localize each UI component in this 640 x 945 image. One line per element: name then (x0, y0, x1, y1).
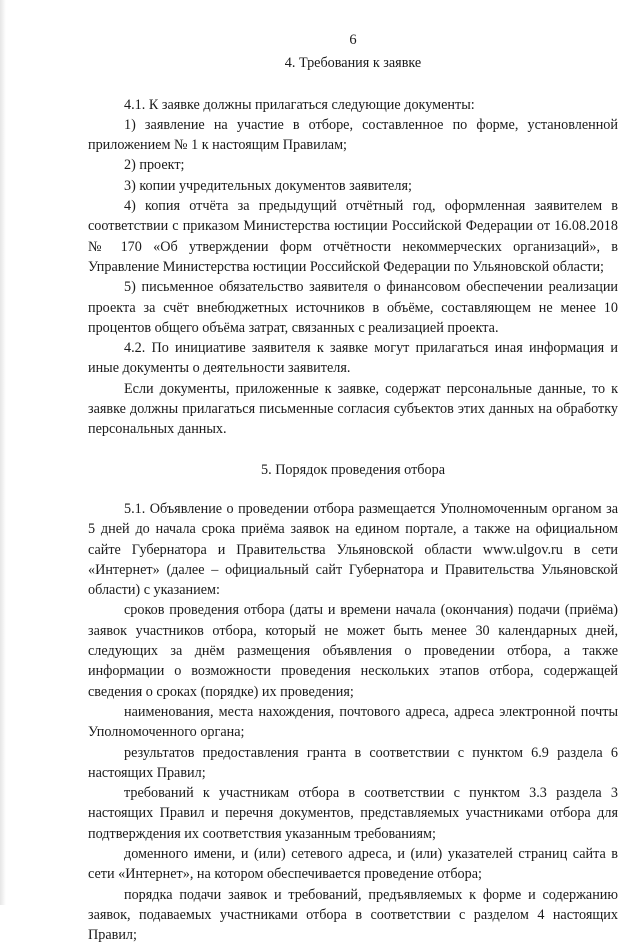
section-5-list-item: порядка подачи заявок и требований, предъявляемых к форме и содержанию заявок, подаваемых участниками отбора в соответствии с разделом 4 настоящих Правил; (88, 886, 618, 944)
section-4-paragraph: Если документы, приложенные к заявке, содержат персональные данные, то к заявке должны прилагаться письменные согласия субъектов этих данных на обработку персональных данных. (88, 380, 618, 438)
section-4-list-item: 5) письменное обязательство заявителя о финансовом обеспечении реализации проекта за счёт внебюджетных источников в объёме, составляющем не менее 10 процентов общего объёма затрат, связанных с реализацией проекта. (88, 279, 618, 336)
section-4-list-item: 4) копия отчёта за предыдущий отчётный год, оформленная заявителем в соответствии с приказом Министерства юстиции Российской Федерации от 16.08.2018 № 170 «Об утверждении форм отчётности некоммерческих организаций», в Управление Министерства юстиции Российской Федерации по Ульяновской области; (88, 198, 618, 275)
section-5-list-item: требований к участникам отбора в соответствии с пунктом 3.3 раздела 3 настоящих Правил и перечня документов, представляемых участниками отбора для подтверждения их соответствия указанным требованиям; (88, 785, 618, 842)
section-5-title: 5. Порядок проведения отбора (261, 461, 445, 478)
section-4-title: 4. Требования к заявке (284, 55, 422, 72)
section-4-paragraph: 4.1. К заявке должны прилагаться следующие документы: (124, 96, 475, 113)
scan-edge-shadow (0, 0, 6, 905)
section-5-list-item: доменного имени, и (или) сетевого адреса, и (или) указателей страниц сайта в сети «Интернет», на котором обеспечивается проведение отбора; (88, 845, 618, 883)
section-5-list-item: сроков проведения отбора (даты и времени начала (окончания) подачи (приёма) заявок участников отбора, который не может быть менее 30 календарных дней, следующих за днём размещения объявления о проведении отбора, а также информации о возможности проведения нескольких этапов отбора, содержащей сведения о сроках (порядке) их проведения; (88, 602, 618, 700)
section-4-paragraph: 4.2. По инициативе заявителя к заявке могут прилагаться иная информация и иные документы о деятельности заявителя. (88, 340, 618, 377)
page-number: 6 (349, 32, 357, 48)
section-4-list-item: 1) заявление на участие в отборе, составленное по форме, установленной приложением № 1 к настоящим Правилам; (88, 116, 618, 154)
section-5-paragraph: 5.1. Объявление о проведении отбора размещается Уполномоченным органом за 5 дней до начала срока приёма заявок на едином портале, а также на официальном сайте Губернатора и Правительства Ульяновской области www.ulgov.ru в сети «Интернет» (далее – официальный сайт Губернатора и Правительства Ульяновской области) с указанием: (88, 500, 618, 599)
section-4-list-item: 2) проект; (124, 157, 185, 174)
section-5-list-item: наименования, места нахождения, почтового адреса, адреса электронной почты Уполномоченного органа; (88, 703, 618, 741)
section-4-list-item: 3) копии учредительных документов заявителя; (124, 177, 412, 194)
section-5-list-item: результатов предоставления гранта в соответствии с пунктом 6.9 раздела 6 настоящих Правил; (88, 744, 618, 781)
